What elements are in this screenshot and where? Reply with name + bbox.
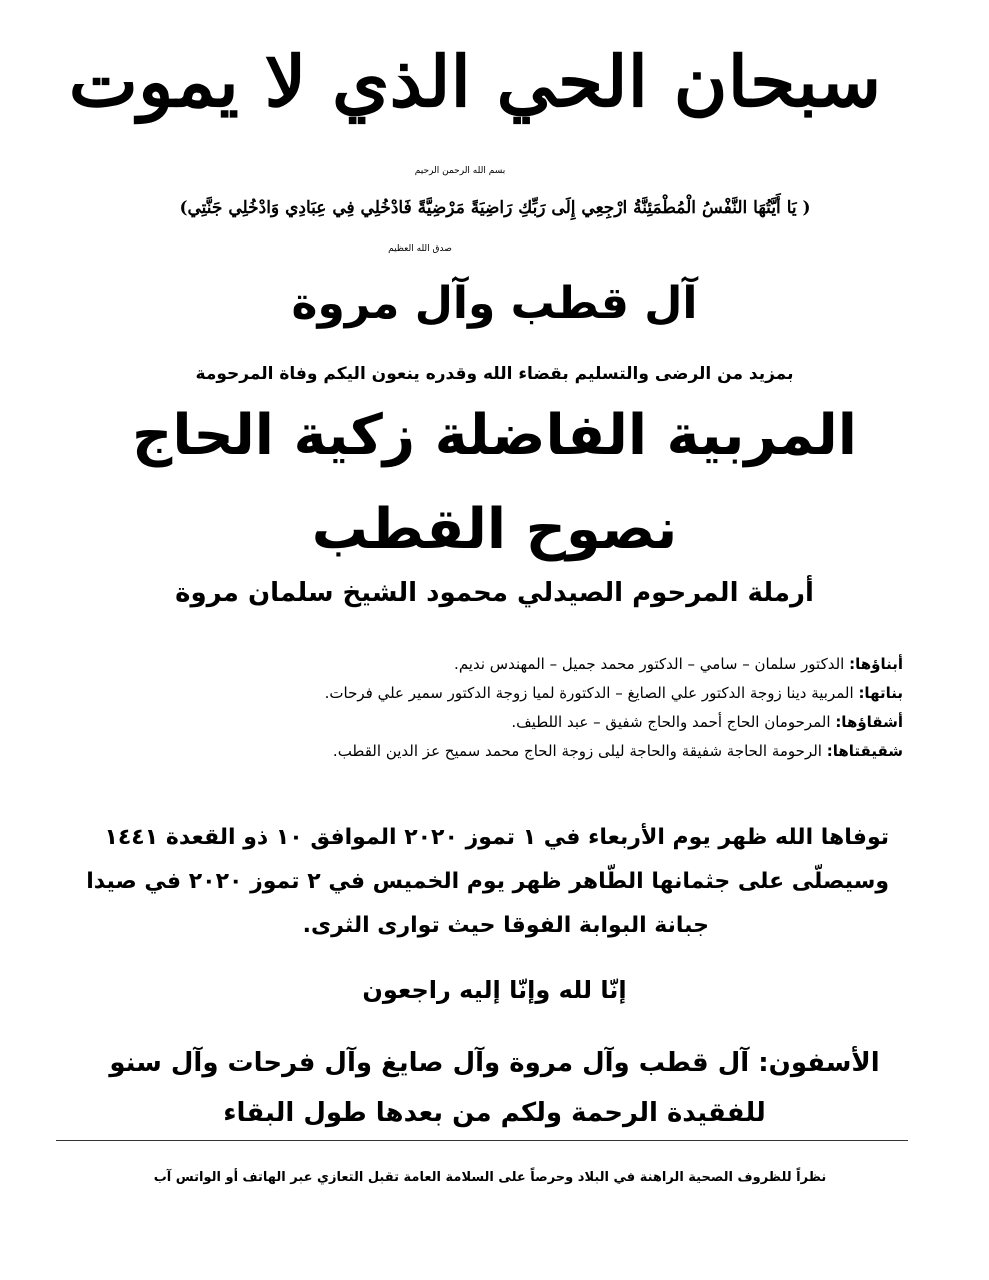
death-notice: [86, 816, 889, 948]
announcement-line: بمزيد من الرضى والتسليم بقضاء الله وقدره ينعون اليكم وفاة المرحومة: [195, 364, 794, 384]
relatives-sisters: [83, 737, 903, 766]
quran-verse: ( يَا أَيَّتُهَا النَّفْسُ الْمُطْمَئِنَّةُ ارْجِعِي إِلَى رَبِّكِ رَاضِيَةً مَرْضِيَّةً فَادْخُلِي فِي عِبَادِي وَادْخُلِي جَنَّتِي): [179, 198, 811, 218]
relatives-text: الدكتور سلمان – سامي – الدكتور محمد جميل – المهندس نديم.: [454, 655, 850, 673]
relatives-brothers: [83, 708, 903, 737]
condolence-line: للفقيدة الرحمة ولكم من بعدها طول البقاء: [223, 1098, 766, 1128]
mourners-block: [0, 1038, 989, 1138]
calligraphy-text: سبحان الحي الذي لا يموت: [68, 39, 882, 123]
relatives-text: المربية دينا زوجة الدكتور علي الصايغ – الدكتورة لميا زوجة الدكتور سمير علي فرحات.: [324, 684, 859, 702]
sadaq-allah: صدق الله العظيم: [388, 244, 452, 254]
relatives-sons: [83, 650, 903, 679]
widow-of-line: أرملة المرحوم الصيدلي محمود الشيخ سلمان مروة: [175, 578, 814, 608]
deceased-name-line2: نصوح القطب: [311, 497, 678, 562]
funeral-prayer-line: وسيصلّى على جثمانها الطّاهر ظهر يوم الخميس في ٢ تموز ٢٠٢٠ في صيدا: [86, 869, 889, 894]
basmala: بسم الله الرحمن الرحيم: [414, 166, 506, 176]
relatives-label: شقيقتاها:: [826, 742, 903, 760]
divider-line: [56, 1140, 908, 1141]
death-notice-line: توفاها الله ظهر يوم الأربعاء في ١ تموز ٢٠٢٠ الموافق ١٠ ذو القعدة ١٤٤١: [104, 825, 889, 850]
mourners-line: الأسفون: آل قطب وآل مروة وآل صايغ وآل فرحات وآل سنو: [109, 1048, 880, 1078]
relatives-text: الرحومة الحاجة شفيقة والحاجة ليلى زوجة الحاج محمد سميح عز الدين القطب.: [332, 742, 827, 760]
relatives-text: المرحومان الحاج أحمد والحاج شفيق – عبد اللطيف.: [511, 713, 836, 731]
relatives-list: [83, 650, 903, 766]
relatives-daughters: [83, 679, 903, 708]
relatives-label: أشقاؤها:: [835, 713, 903, 731]
condolence-notice: نظراً للظروف الصحية الراهنة في البلاد وحرصاً على السلامة العامة تقبل التعازي عبر الهاتف أو الواتس آب: [153, 1170, 827, 1185]
deceased-name-line1: المربية الفاضلة زكية الحاج: [131, 403, 858, 468]
inna-lillah: إنّا لله وإنّا إليه راجعون: [362, 976, 627, 1004]
burial-line: جبانة البوابة الفوقا حيث توارى الثرى.: [302, 913, 709, 938]
relatives-label: بناتها:: [858, 684, 903, 702]
calligraphy-header: [68, 14, 882, 149]
families-title: آل قطب وآل مروة: [291, 278, 698, 329]
relatives-label: أبناؤها:: [849, 655, 903, 673]
